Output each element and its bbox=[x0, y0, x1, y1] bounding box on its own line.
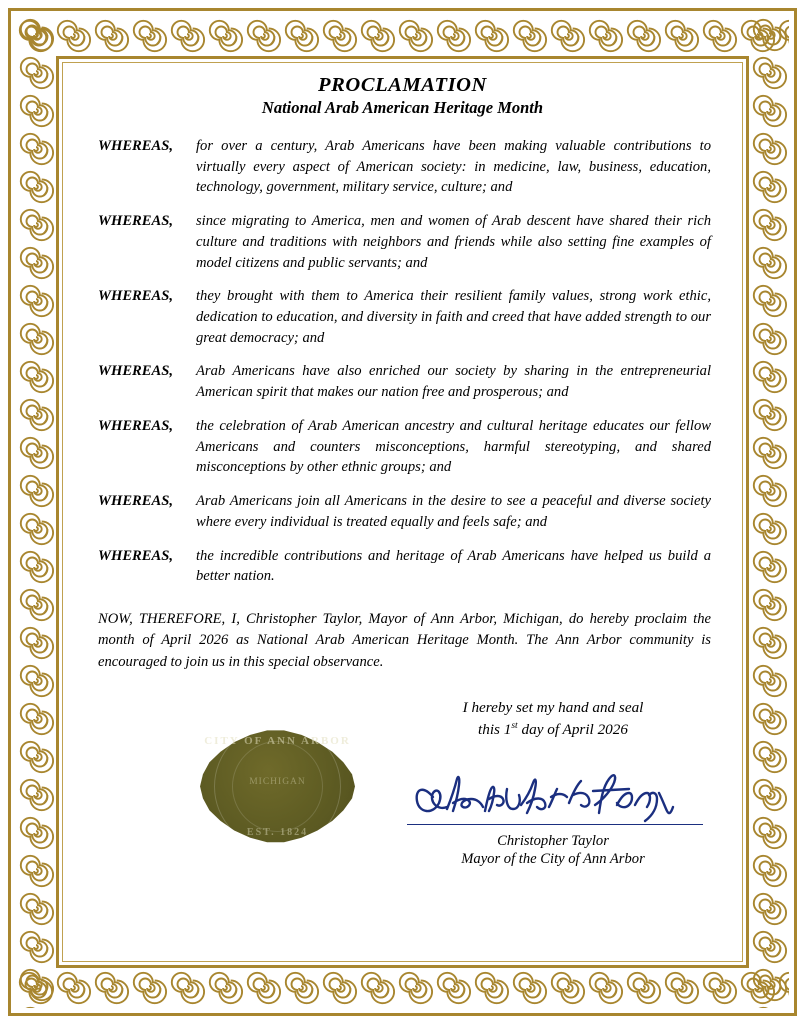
border-spiral-motif bbox=[92, 969, 130, 1007]
border-spiral-motif bbox=[548, 17, 586, 55]
border-spiral-motif bbox=[17, 320, 55, 358]
border-spiral-motif bbox=[750, 624, 788, 662]
border-spiral-motif bbox=[54, 969, 92, 1007]
border-spiral-motif bbox=[17, 510, 55, 548]
border-spiral-motif bbox=[17, 16, 55, 54]
border-spiral-motif bbox=[750, 168, 788, 206]
border-spiral-motif bbox=[750, 434, 788, 472]
border-spiral-motif bbox=[358, 17, 396, 55]
border-spiral-motif bbox=[17, 890, 55, 928]
whereas-clause bbox=[92, 286, 713, 348]
border-spiral-motif bbox=[92, 17, 130, 55]
border-spiral-motif bbox=[750, 662, 788, 700]
border-spiral-motif bbox=[750, 586, 788, 624]
signature-line bbox=[407, 824, 703, 825]
border-spiral-motif bbox=[662, 17, 700, 55]
border-spiral-motif bbox=[510, 969, 548, 1007]
border-spiral-motif bbox=[17, 548, 55, 586]
whereas-label: WHEREAS, bbox=[98, 417, 174, 434]
date-suffix: day of April 2026 bbox=[517, 720, 628, 738]
border-spiral-motif bbox=[17, 966, 55, 1004]
border-spiral-motif bbox=[17, 54, 55, 92]
title-block bbox=[92, 74, 713, 118]
border-spiral-motif bbox=[130, 969, 168, 1007]
border-spiral-motif bbox=[244, 17, 282, 55]
border-spiral-motif bbox=[750, 320, 788, 358]
whereas-clause bbox=[92, 136, 713, 198]
border-spiral-motif bbox=[168, 969, 206, 1007]
whereas-clause-list bbox=[92, 136, 713, 587]
border-spiral-motif bbox=[17, 852, 55, 890]
border-pattern-top bbox=[16, 16, 789, 56]
border-spiral-motif bbox=[750, 966, 788, 1004]
border-spiral-motif bbox=[700, 17, 738, 55]
border-spiral-motif bbox=[750, 16, 788, 54]
border-spiral-motif bbox=[548, 969, 586, 1007]
whereas-label: WHEREAS, bbox=[98, 493, 174, 510]
proclamation-paragraph: NOW, THEREFORE, I, Christopher Taylor, Mayor of Ann Arbor, Michigan, do hereby proclaim the month of April 2026 as National Arab American Heritage Month. The Ann Arbor community is encouraged to join us in this special observance. bbox=[98, 610, 711, 670]
whereas-label: WHEREAS, bbox=[98, 213, 174, 230]
border-spiral-motif bbox=[17, 396, 55, 434]
border-pattern-right bbox=[749, 16, 789, 1008]
border-spiral-motif bbox=[750, 244, 788, 282]
whereas-text: they brought with them to America their resilient family values, strong work ethic, dedication to education, and diversity in faith and creed that have added strength to our great democracy; and bbox=[196, 288, 711, 346]
border-spiral-motif bbox=[17, 434, 55, 472]
whereas-text: Arab Americans join all Americans in the desire to see a peaceful and diverse society where every individual is treated equally and feels safe; and bbox=[196, 493, 711, 530]
seal-text-top: CITY OF ANN ARBOR bbox=[204, 734, 351, 747]
border-spiral-motif bbox=[168, 17, 206, 55]
border-spiral-motif bbox=[750, 814, 788, 852]
border-spiral-motif bbox=[586, 17, 624, 55]
signatory-name: Christopher Taylor bbox=[497, 832, 609, 849]
whereas-label: WHEREAS, bbox=[98, 138, 174, 154]
city-seal bbox=[200, 709, 355, 864]
border-spiral-motif bbox=[17, 472, 55, 510]
page-title: PROCLAMATION bbox=[318, 74, 487, 96]
border-spiral-motif bbox=[17, 168, 55, 206]
border-spiral-motif bbox=[750, 396, 788, 434]
border-spiral-motif bbox=[662, 969, 700, 1007]
border-spiral-motif bbox=[17, 928, 55, 966]
signature-area bbox=[92, 697, 713, 897]
border-spiral-motif bbox=[510, 17, 548, 55]
border-spiral-motif bbox=[750, 890, 788, 928]
border-spiral-motif bbox=[282, 969, 320, 1007]
border-spiral-motif bbox=[750, 510, 788, 548]
border-spiral-motif bbox=[750, 282, 788, 320]
whereas-text: Arab Americans have also enriched our society by sharing in the entrepreneurial American spirit that makes our nation free and prosperous; and bbox=[196, 363, 711, 401]
seal-text-bottom: EST. 1824 bbox=[246, 826, 309, 838]
seal-text-middle: MICHIGAN bbox=[249, 776, 306, 787]
signature-block bbox=[403, 697, 703, 868]
signature-mark-wrap bbox=[403, 759, 703, 829]
border-spiral-motif bbox=[750, 1004, 788, 1008]
page-subtitle: National Arab American Heritage Month bbox=[261, 98, 544, 117]
whereas-text: the incredible contributions and heritage of Arab Americans have helped us build a better nation. bbox=[196, 547, 711, 585]
border-spiral-motif bbox=[244, 969, 282, 1007]
signature-mark-icon bbox=[403, 759, 703, 829]
border-spiral-motif bbox=[472, 969, 510, 1007]
border-spiral-motif bbox=[750, 548, 788, 586]
border-spiral-motif bbox=[320, 17, 358, 55]
hand-and-seal-text bbox=[403, 697, 703, 741]
border-spiral-motif bbox=[750, 738, 788, 776]
border-spiral-motif bbox=[434, 969, 472, 1007]
border-spiral-motif bbox=[750, 472, 788, 510]
border-spiral-motif bbox=[17, 358, 55, 396]
border-spiral-motif bbox=[750, 92, 788, 130]
whereas-clause bbox=[92, 491, 713, 532]
border-spiral-motif bbox=[750, 130, 788, 168]
whereas-label: WHEREAS, bbox=[98, 363, 174, 380]
border-spiral-motif bbox=[17, 814, 55, 852]
border-spiral-motif bbox=[320, 969, 358, 1007]
whereas-clause bbox=[92, 211, 713, 273]
border-spiral-motif bbox=[206, 17, 244, 55]
border-spiral-motif bbox=[17, 1004, 55, 1008]
border-spiral-motif bbox=[586, 969, 624, 1007]
border-spiral-motif bbox=[17, 624, 55, 662]
border-spiral-motif bbox=[17, 92, 55, 130]
border-spiral-motif bbox=[17, 244, 55, 282]
border-spiral-motif bbox=[750, 852, 788, 890]
document-content bbox=[74, 58, 731, 958]
whereas-clause bbox=[92, 546, 713, 587]
border-spiral-motif bbox=[434, 17, 472, 55]
border-spiral-motif bbox=[750, 358, 788, 396]
border-spiral-motif bbox=[472, 17, 510, 55]
border-spiral-motif bbox=[17, 130, 55, 168]
border-spiral-motif bbox=[750, 776, 788, 814]
border-spiral-motif bbox=[624, 17, 662, 55]
border-spiral-motif bbox=[17, 282, 55, 320]
border-spiral-motif bbox=[17, 738, 55, 776]
border-spiral-motif bbox=[17, 700, 55, 738]
border-pattern-bottom bbox=[16, 968, 789, 1008]
border-spiral-motif bbox=[750, 928, 788, 966]
whereas-text: since migrating to America, men and women of Arab descent have shared their rich culture and traditions with neighbors and friends while also setting fine examples of model citizens and public servants; and bbox=[196, 213, 711, 271]
whereas-label: WHEREAS, bbox=[98, 288, 174, 305]
signatory-role: Mayor of the City of Ann Arbor bbox=[461, 850, 645, 867]
border-spiral-motif bbox=[750, 206, 788, 244]
whereas-clause bbox=[92, 361, 713, 402]
border-spiral-motif bbox=[17, 662, 55, 700]
hand-and-seal-line-2 bbox=[403, 719, 703, 741]
date-prefix: this 1 bbox=[478, 720, 512, 738]
border-spiral-motif bbox=[17, 206, 55, 244]
whereas-text: for over a century, Arab Americans have been making valuable contributions to virtually every aspect of American society: in medicine, law, business, education, technology, government, military service, culture; and bbox=[196, 138, 711, 196]
border-spiral-motif bbox=[17, 776, 55, 814]
border-spiral-motif bbox=[750, 54, 788, 92]
border-spiral-motif bbox=[624, 969, 662, 1007]
border-spiral-motif bbox=[396, 969, 434, 1007]
border-spiral-motif bbox=[700, 969, 738, 1007]
hand-and-seal-line-1: I hereby set my hand and seal bbox=[462, 698, 644, 716]
border-spiral-motif bbox=[358, 969, 396, 1007]
border-spiral-motif bbox=[54, 17, 92, 55]
border-spiral-motif bbox=[17, 586, 55, 624]
border-pattern-left bbox=[16, 16, 56, 1008]
border-spiral-motif bbox=[130, 17, 168, 55]
date-ordinal: st bbox=[511, 720, 518, 731]
border-spiral-motif bbox=[206, 969, 244, 1007]
border-spiral-motif bbox=[396, 17, 434, 55]
whereas-label: WHEREAS, bbox=[98, 547, 174, 564]
whereas-clause bbox=[92, 416, 713, 478]
border-spiral-motif bbox=[750, 700, 788, 738]
border-spiral-motif bbox=[282, 17, 320, 55]
whereas-text: the celebration of Arab American ancestry and cultural heritage educates our fellow Americans and counters misconceptions, harmful stereotyping, and shared misconceptions by other ethnic groups; and bbox=[196, 417, 711, 476]
